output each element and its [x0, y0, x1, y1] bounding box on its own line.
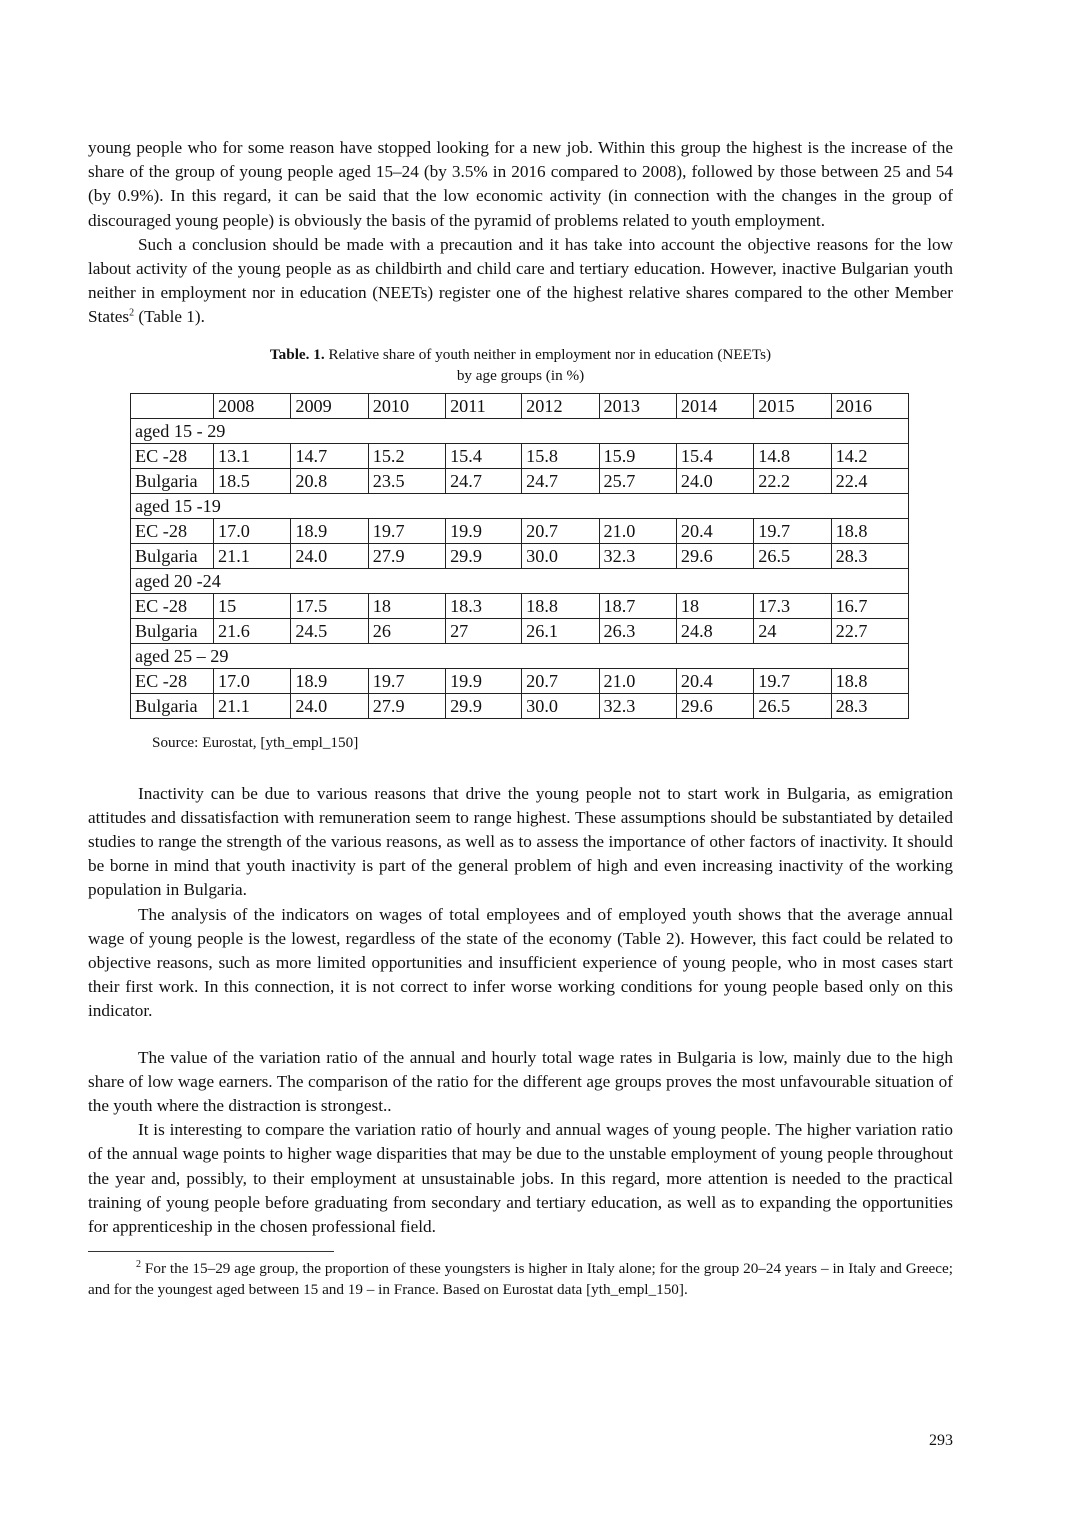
value-cell: 20.8 [291, 468, 368, 493]
paragraph-2-tail: (Table 1). [134, 307, 205, 327]
value-cell: 18.9 [291, 518, 368, 543]
value-cell: 17.0 [214, 668, 291, 693]
value-cell: 20.4 [676, 518, 753, 543]
row-label: EC -28 [131, 668, 214, 693]
value-cell: 30.0 [522, 543, 599, 568]
value-cell: 24 [754, 618, 831, 643]
group-label: aged 15 - 29 [131, 418, 909, 443]
value-cell: 17.0 [214, 518, 291, 543]
paragraph-2-text: Such a conclusion should be made with a precaution and it has take into account the objective reasons for the low labout activity of the young people as as childbirth and child care and tertiary education. However, inactive Bulgarian youth neither in employment nor in education (NEETs) register one of the highest relative shares compared to the other Member States [88, 234, 953, 327]
table-source: Source: Eurostat, [yth_empl_150] [152, 733, 359, 751]
value-cell: 26.1 [522, 618, 599, 643]
table-caption [88, 344, 953, 386]
table-row [131, 468, 909, 493]
value-cell: 27.9 [368, 543, 445, 568]
table-row [131, 618, 909, 643]
value-cell: 30.0 [522, 693, 599, 718]
value-cell: 24.7 [522, 468, 599, 493]
year-header: 2011 [446, 393, 522, 418]
value-cell: 32.3 [599, 693, 676, 718]
value-cell: 18.8 [831, 518, 908, 543]
table-header-row [131, 393, 909, 418]
table-row [131, 668, 909, 693]
value-cell: 19.7 [368, 668, 445, 693]
table-corner-cell [131, 393, 214, 418]
value-cell: 18.5 [214, 468, 291, 493]
group-label: aged 15 -19 [131, 493, 909, 518]
table-row [131, 593, 909, 618]
value-cell: 15.4 [676, 443, 753, 468]
paragraph-1: young people who for some reason have stopped looking for a new job. Within this group the highest is the increase of the share of the group of young people aged 15–24 (by 3.5% in 2016 compared to 2008), followed by those between 25 and 54 (by 0.9%). In this regard, it can be said that the low economic activity (in connection with the changes in the group of discouraged young people) is obviously the basis of the pyramid of problems related to youth employment. [88, 138, 953, 230]
value-cell: 19.9 [446, 518, 522, 543]
paragraph-3: Inactivity can be due to various reasons that drive the young people not to start work in Bulgaria, as emigration attitudes and dissatisfaction with remuneration seem to range highest. These assumptions should be substantiated by detailed studies to range the strength of the various reasons, as well as to assess the importance of other factors of inactivity. It should be borne in mind that youth inactivity is part of the general problem of high and even increasing inactivity of the working population in Bulgaria. [88, 783, 953, 900]
paragraph-2 [88, 233, 953, 330]
paragraph-5: The value of the variation ratio of the annual and hourly total wage rates in Bulgaria is low, mainly due to the high share of low wage earners. The comparison of the ratio for the different age groups proves the most unfavourable situation of the youth where the distraction is strongest.. [88, 1047, 953, 1116]
table-row [131, 543, 909, 568]
value-cell: 19.7 [754, 518, 831, 543]
value-cell: 23.5 [368, 468, 445, 493]
value-cell: 19.7 [368, 518, 445, 543]
value-cell: 28.3 [831, 543, 908, 568]
value-cell: 14.7 [291, 443, 368, 468]
table-row [131, 693, 909, 718]
value-cell: 22.2 [754, 468, 831, 493]
value-cell: 15.9 [599, 443, 676, 468]
group-label: aged 20 -24 [131, 568, 909, 593]
value-cell: 26.5 [754, 693, 831, 718]
value-cell: 13.1 [214, 443, 291, 468]
year-header: 2008 [214, 393, 291, 418]
value-cell: 18.3 [446, 593, 522, 618]
group-row [131, 493, 909, 518]
footnote-marker: 2 [136, 1259, 141, 1271]
value-cell: 17.5 [291, 593, 368, 618]
value-cell: 18.8 [522, 593, 599, 618]
value-cell: 21.1 [214, 693, 291, 718]
value-cell: 24.0 [291, 543, 368, 568]
value-cell: 19.7 [754, 668, 831, 693]
footnote-reference: 2 [129, 307, 135, 319]
value-cell: 27 [446, 618, 522, 643]
paragraph-6: It is interesting to compare the variation ratio of hourly and annual wages of young people. The higher variation ratio of the annual wage points to higher wage disparities that may be due to the unstable employment of young people throughout the year and, possibly, to their employment at unsustainable jobs. In this regard, more attention is needed to the practical training of young people before graduating from secondary and tertiary education, as well as to expanding the opportunities for apprenticeship in the chosen professional field. [88, 1120, 953, 1237]
paragraph-4: The analysis of the indicators on wages of total employees and of employed youth shows that the average annual wage of young people is the lowest, regardless of the state of the economy (Table 2). However, this fact could be related to objective reasons, such as more limited opportunities and insufficient experience of young people, who in most cases start their first work. In this connection, it is not correct to infer worse working conditions for young people based only on this indicator. [88, 904, 953, 1021]
row-label: Bulgaria [131, 468, 214, 493]
table-caption-title: Relative share of youth neither in employment nor in education (NEETs) [324, 345, 772, 363]
value-cell: 24.0 [676, 468, 753, 493]
neet-table [130, 393, 909, 719]
value-cell: 32.3 [599, 543, 676, 568]
value-cell: 21.0 [599, 518, 676, 543]
table-row [131, 518, 909, 543]
year-header: 2009 [291, 393, 368, 418]
group-row [131, 643, 909, 668]
footnote-divider [88, 1251, 334, 1252]
value-cell: 24.0 [291, 693, 368, 718]
value-cell: 16.7 [831, 593, 908, 618]
value-cell: 15.4 [446, 443, 522, 468]
group-row [131, 568, 909, 593]
footnote [88, 1258, 953, 1300]
value-cell: 24.7 [446, 468, 522, 493]
value-cell: 26 [368, 618, 445, 643]
value-cell: 18 [676, 593, 753, 618]
value-cell: 26.3 [599, 618, 676, 643]
value-cell: 14.8 [754, 443, 831, 468]
row-label: EC -28 [131, 443, 214, 468]
row-label: EC -28 [131, 593, 214, 618]
value-cell: 25.7 [599, 468, 676, 493]
value-cell: 19.9 [446, 668, 522, 693]
value-cell: 18.8 [831, 668, 908, 693]
value-cell: 28.3 [831, 693, 908, 718]
page-content [88, 136, 953, 1449]
value-cell: 18 [368, 593, 445, 618]
value-cell: 20.7 [522, 668, 599, 693]
value-cell: 22.4 [831, 468, 908, 493]
year-header: 2010 [368, 393, 445, 418]
table-row [131, 443, 909, 468]
value-cell: 20.7 [522, 518, 599, 543]
year-header: 2014 [676, 393, 753, 418]
row-label: Bulgaria [131, 618, 214, 643]
footnote-text: For the 15–29 age group, the proportion of these youngsters is higher in Italy alone; for the group 20–24 years – in Italy and Greece; and for the youngest aged between 15 and 19 – in France. Based on Eurostat data [yth_empl_150]. [88, 1260, 953, 1299]
row-label: Bulgaria [131, 543, 214, 568]
year-header: 2012 [522, 393, 599, 418]
value-cell: 21.1 [214, 543, 291, 568]
value-cell: 21.6 [214, 618, 291, 643]
value-cell: 24.8 [676, 618, 753, 643]
value-cell: 26.5 [754, 543, 831, 568]
value-cell: 29.6 [676, 693, 753, 718]
value-cell: 17.3 [754, 593, 831, 618]
value-cell: 15.8 [522, 443, 599, 468]
value-cell: 24.5 [291, 618, 368, 643]
page-number: 293 [929, 1432, 953, 1449]
row-label: Bulgaria [131, 693, 214, 718]
value-cell: 21.0 [599, 668, 676, 693]
value-cell: 15.2 [368, 443, 445, 468]
table-caption-subtitle: by age groups (in %) [456, 366, 585, 384]
value-cell: 29.9 [446, 693, 522, 718]
year-header: 2013 [599, 393, 676, 418]
year-header: 2016 [831, 393, 908, 418]
table-caption-label: Table. 1. [269, 345, 325, 363]
value-cell: 29.6 [676, 543, 753, 568]
row-label: EC -28 [131, 518, 214, 543]
group-row [131, 418, 909, 443]
value-cell: 15 [214, 593, 291, 618]
value-cell: 29.9 [446, 543, 522, 568]
value-cell: 20.4 [676, 668, 753, 693]
value-cell: 18.7 [599, 593, 676, 618]
value-cell: 14.2 [831, 443, 908, 468]
year-header: 2015 [754, 393, 831, 418]
value-cell: 27.9 [368, 693, 445, 718]
value-cell: 18.9 [291, 668, 368, 693]
value-cell: 22.7 [831, 618, 908, 643]
group-label: aged 25 – 29 [131, 643, 909, 668]
